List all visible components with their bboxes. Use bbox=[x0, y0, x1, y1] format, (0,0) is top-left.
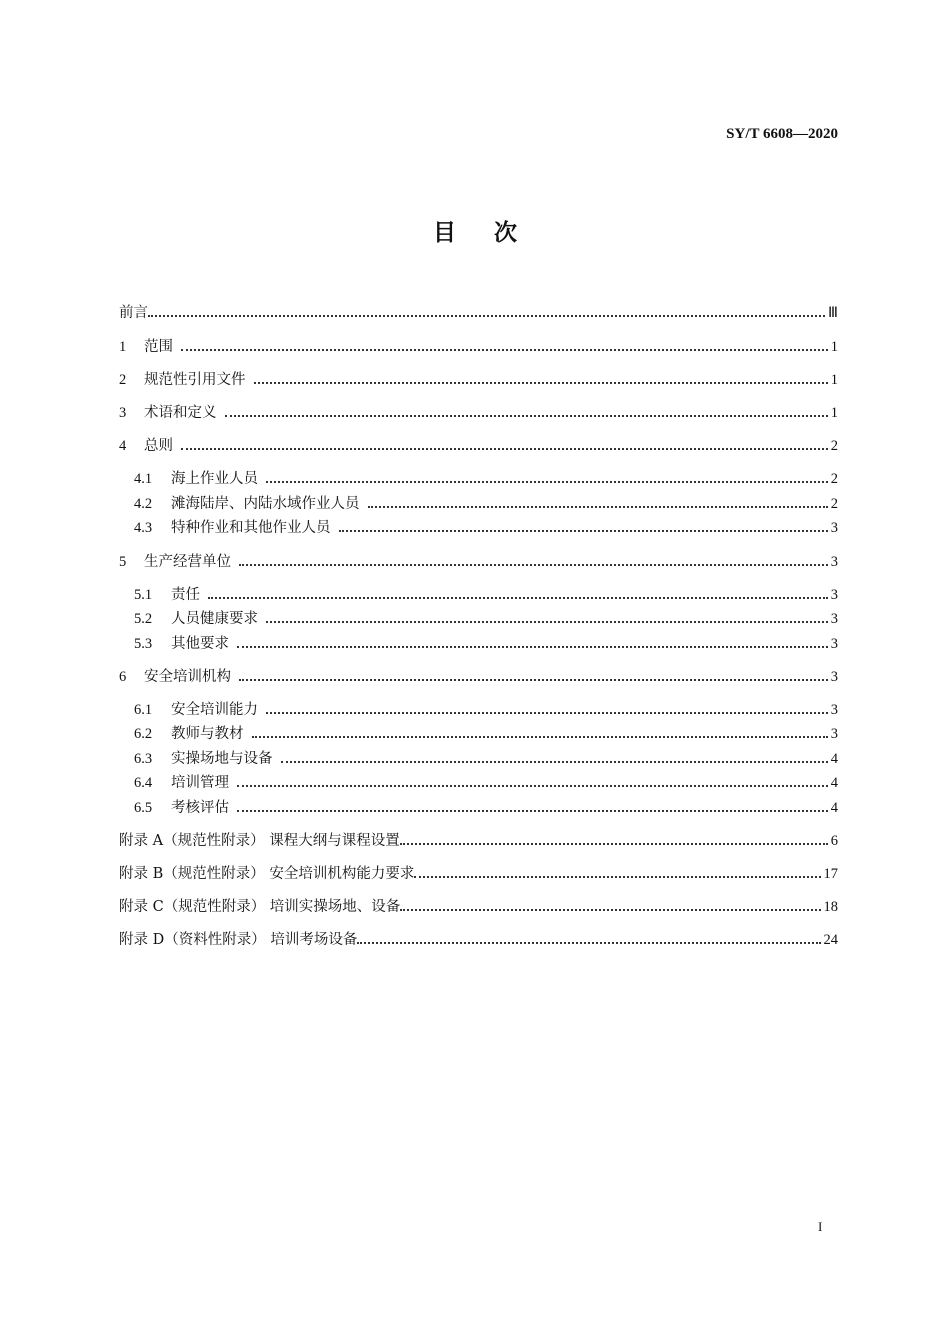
dot-leader bbox=[239, 679, 828, 681]
toc-entry-label: 海上作业人员 bbox=[171, 471, 258, 487]
toc-entry-number: 3 bbox=[119, 405, 127, 421]
dot-leader bbox=[237, 785, 828, 787]
toc-entry-page: 3 bbox=[830, 611, 838, 627]
toc-entry-number: 5 bbox=[119, 554, 127, 570]
toc-entry-label: 滩海陆岸、内陆水域作业人员 bbox=[171, 496, 360, 512]
toc-entry-page: 1 bbox=[830, 372, 838, 388]
dot-leader bbox=[225, 415, 828, 417]
toc-entry-label: 实操场地与设备 bbox=[171, 751, 273, 767]
toc-entry-label: 规范性引用文件 bbox=[144, 372, 246, 388]
toc-entry[interactable] bbox=[134, 586, 838, 604]
toc-entry-label: 生产经营单位 bbox=[144, 554, 231, 570]
toc-entry[interactable] bbox=[119, 304, 838, 322]
toc-entry-page: 2 bbox=[830, 496, 838, 512]
toc-entry[interactable] bbox=[134, 495, 838, 513]
dot-leader bbox=[266, 621, 828, 623]
toc-entry-number: 4.3 bbox=[134, 520, 153, 536]
toc-entry-page: 3 bbox=[830, 520, 838, 536]
dot-leader bbox=[400, 843, 828, 845]
toc-entry-number: 1 bbox=[119, 339, 127, 355]
toc-entry[interactable] bbox=[134, 725, 838, 743]
toc-entry-label: 教师与教材 bbox=[171, 726, 244, 742]
toc-entry[interactable] bbox=[119, 898, 838, 916]
toc-entry[interactable] bbox=[119, 404, 838, 422]
toc-entry-page: 2 bbox=[830, 438, 838, 454]
toc-entry[interactable] bbox=[119, 832, 838, 850]
toc-entry-page: 1 bbox=[830, 339, 838, 355]
page-title: 目次 bbox=[433, 219, 555, 246]
toc-entry-number: 4.2 bbox=[134, 496, 153, 512]
toc-entry[interactable] bbox=[119, 931, 838, 949]
toc-entry-label: 安全培训机构 bbox=[144, 669, 231, 685]
toc-entry-page: 3 bbox=[830, 726, 838, 742]
dot-leader bbox=[414, 876, 820, 878]
dot-leader bbox=[181, 349, 828, 351]
toc-entry-label: 附录 A（规范性附录） 课程大纲与课程设置 bbox=[119, 833, 400, 849]
toc-entry-number: 6 bbox=[119, 669, 127, 685]
toc-entry-number: 6.5 bbox=[134, 800, 153, 816]
toc-entry-page: 3 bbox=[830, 702, 838, 718]
toc-entry-number: 6.3 bbox=[134, 751, 153, 767]
toc-entry[interactable] bbox=[134, 774, 838, 792]
toc-entry-number: 6.2 bbox=[134, 726, 153, 742]
toc-entry-label: 其他要求 bbox=[171, 636, 229, 652]
toc-entry-page: 4 bbox=[830, 751, 838, 767]
toc-entry-label: 附录 C（规范性附录） 培训实操场地、设备 bbox=[119, 899, 401, 915]
toc-entry-page: 3 bbox=[830, 587, 838, 603]
toc-entry-label: 培训管理 bbox=[171, 775, 229, 791]
toc-entry-page: 6 bbox=[830, 833, 838, 849]
toc-entry[interactable] bbox=[134, 610, 838, 628]
page-number: I bbox=[818, 1219, 823, 1234]
toc-entry-number: 4 bbox=[119, 438, 127, 454]
toc-entry-label: 考核评估 bbox=[171, 800, 229, 816]
toc-entry-label: 前言 bbox=[119, 305, 148, 321]
toc-entry-label: 责任 bbox=[171, 587, 200, 603]
toc-entry[interactable] bbox=[134, 799, 838, 817]
dot-leader bbox=[148, 315, 825, 317]
toc-entry-page: 2 bbox=[830, 471, 838, 487]
toc-entry-label: 术语和定义 bbox=[144, 405, 217, 421]
dot-leader bbox=[368, 506, 828, 508]
standard-number: SY/T 6608—2020 bbox=[726, 126, 838, 142]
dot-leader bbox=[237, 646, 828, 648]
toc-entry-number: 5.3 bbox=[134, 636, 153, 652]
dot-leader bbox=[339, 530, 828, 532]
toc-entry-page: 3 bbox=[830, 669, 838, 685]
dot-leader bbox=[357, 942, 820, 944]
toc-entry-number: 4.1 bbox=[134, 471, 153, 487]
dot-leader bbox=[400, 909, 820, 911]
toc-entry[interactable] bbox=[119, 371, 838, 389]
toc-entry-label: 人员健康要求 bbox=[171, 611, 258, 627]
toc-entry-label: 附录 D（资料性附录） 培训考场设备 bbox=[119, 932, 358, 948]
toc-entry-page: Ⅲ bbox=[828, 305, 838, 321]
toc-entry[interactable] bbox=[119, 865, 838, 883]
toc-entry-label: 总则 bbox=[144, 438, 173, 454]
toc-entry-label: 特种作业和其他作业人员 bbox=[171, 520, 331, 536]
toc-entry[interactable] bbox=[119, 553, 838, 571]
toc-entry[interactable] bbox=[134, 519, 838, 537]
toc-entry-page: 1 bbox=[830, 405, 838, 421]
toc-entry-page: 17 bbox=[823, 866, 838, 882]
toc-entry-number: 5.1 bbox=[134, 587, 153, 603]
toc-entry[interactable] bbox=[134, 701, 838, 719]
toc-entry[interactable] bbox=[134, 750, 838, 768]
dot-leader bbox=[266, 712, 828, 714]
toc-entry-page: 24 bbox=[823, 932, 838, 948]
toc-entry[interactable] bbox=[119, 338, 838, 356]
toc-entry-page: 4 bbox=[830, 800, 838, 816]
toc-entry-number: 5.2 bbox=[134, 611, 153, 627]
dot-leader bbox=[237, 810, 828, 812]
toc-entry-page: 4 bbox=[830, 775, 838, 791]
dot-leader bbox=[252, 736, 828, 738]
toc-entry[interactable] bbox=[119, 437, 838, 455]
toc-entry-page: 3 bbox=[830, 554, 838, 570]
toc-entry[interactable] bbox=[134, 470, 838, 488]
dot-leader bbox=[208, 597, 828, 599]
toc-entry-label: 附录 B（规范性附录） 安全培训机构能力要求 bbox=[119, 866, 415, 882]
toc-entry[interactable] bbox=[134, 635, 838, 653]
dot-leader bbox=[254, 382, 828, 384]
toc-entry-label: 安全培训能力 bbox=[171, 702, 258, 718]
dot-leader bbox=[281, 761, 828, 763]
toc-entry-page: 18 bbox=[823, 899, 838, 915]
toc-entry-page: 3 bbox=[830, 636, 838, 652]
dot-leader bbox=[239, 564, 828, 566]
toc-entry-label: 范围 bbox=[144, 339, 173, 355]
toc-entry-number: 2 bbox=[119, 372, 127, 388]
dot-leader bbox=[266, 481, 828, 483]
dot-leader bbox=[181, 448, 828, 450]
toc-entry-number: 6.1 bbox=[134, 702, 153, 718]
toc-entry-number: 6.4 bbox=[134, 775, 153, 791]
toc-entry[interactable] bbox=[119, 668, 838, 686]
